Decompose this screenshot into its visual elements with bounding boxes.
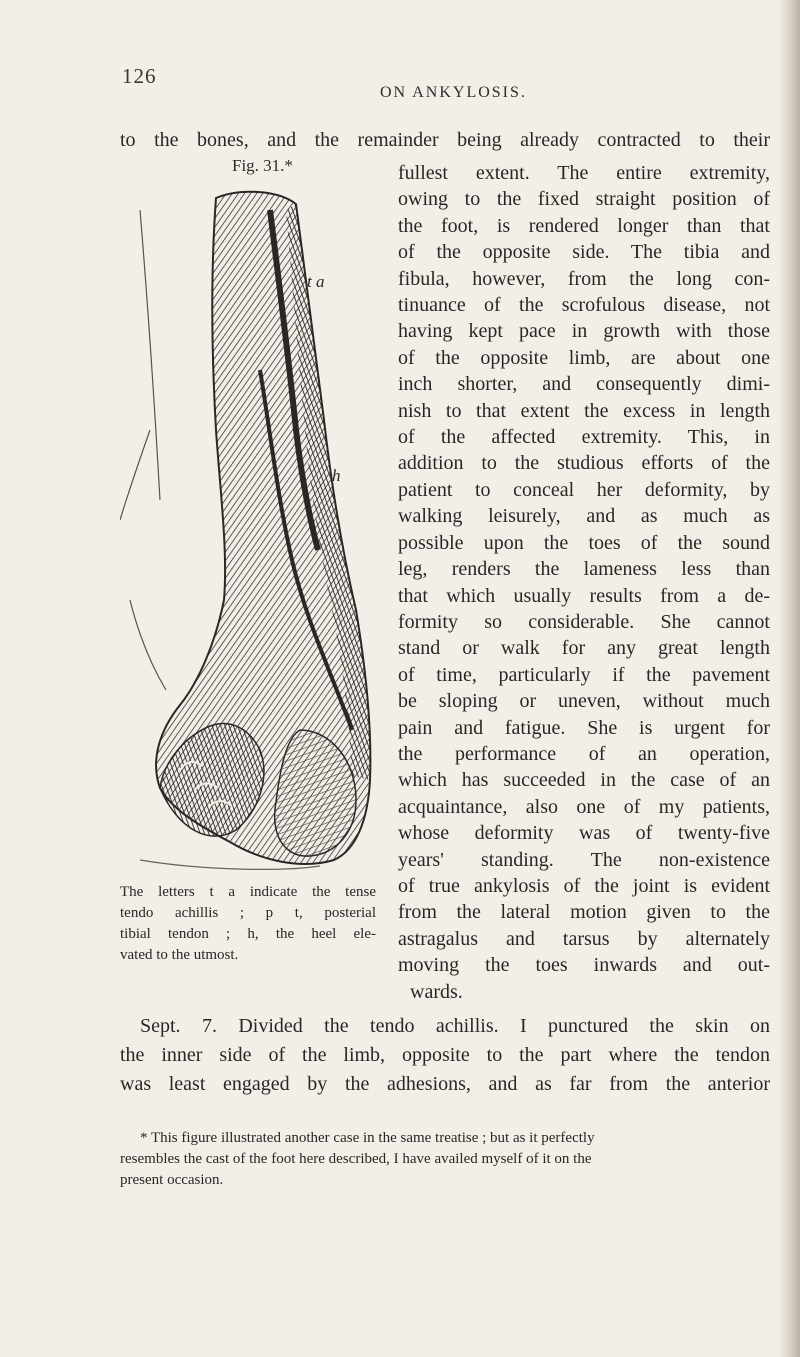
text-line: from the lateral motion given to the [398, 901, 770, 924]
text-line: possible upon the toes of the sound [398, 531, 770, 554]
text-line: owing to the fixed straight position of [398, 188, 770, 211]
text-line: of the opposite limb, are about one [398, 346, 770, 369]
figure-letter-ta: t a [307, 272, 325, 291]
figure-letter-h: h [332, 466, 341, 485]
text-line: of true ankylosis of the joint is evident [398, 874, 770, 897]
text-line: the performance of an operation, [398, 742, 770, 765]
footnote [120, 1128, 770, 1191]
text-line: walking leisurely, and as much as [398, 505, 770, 528]
text-line: nish to that extent the excess in length [398, 399, 770, 422]
caption-line: vated to the utmost. [120, 947, 239, 963]
page-number: 126 [122, 64, 157, 88]
text-line: be sloping or uneven, without much [398, 690, 770, 713]
foot-engraving [120, 170, 390, 878]
text-line: that which usually results from a de- [398, 584, 770, 607]
text-line: wards. [410, 980, 463, 1003]
text-line: patient to conceal her deformity, by [398, 478, 770, 501]
text-line: leg, renders the lameness less than [398, 558, 770, 581]
text-line: which has succeeded in the case of an [398, 769, 770, 792]
footnote-line: * This figure illustrated another case in the same treatise ; but as it perfectly [140, 1130, 595, 1146]
body-line: the inner side of the limb, opposite to the part where the tendon [120, 1044, 770, 1066]
text-line: stand or walk for any great length [398, 637, 770, 660]
text-line: acquaintance, also one of my patients, [398, 795, 770, 818]
caption-line: The letters t a indicate the tense [120, 884, 376, 900]
footnote-line: resembles the cast of the foot here described, I have availed myself of it on the [120, 1151, 592, 1167]
text-line: moving the toes inwards and out- [398, 954, 770, 977]
intro-line: to the bones, and the remainder being already contracted to their [120, 129, 770, 151]
text-line: having kept pace in growth with those [398, 320, 770, 343]
text-line: tinuance of the scrofulous disease, not [398, 294, 770, 317]
figure-label: Fig. 31.* [232, 156, 293, 175]
caption-line: tibial tendon ; h, the heel ele- [120, 926, 376, 942]
text-line: astragalus and tarsus by alternately [398, 927, 770, 950]
text-line: of the opposite side. The tibia and [398, 241, 770, 264]
text-line: pain and fatigue. She is urgent for [398, 716, 770, 739]
running-head: ON ANKYLOSIS. [380, 84, 527, 101]
text-line: whose deformity was of twenty-five [398, 822, 770, 845]
caption-line: tendo achillis ; p t, posterial [120, 905, 376, 921]
foot-engraving-figure [120, 170, 390, 878]
body-line: was least engaged by the adhesions, and as far from the anterior [120, 1073, 770, 1095]
text-line: formity so considerable. She cannot [398, 610, 770, 633]
body-line: Sept. 7. Divided the tendo achillis. I punctured the skin on [140, 1015, 770, 1037]
text-line: years' standing. The non-existence [398, 848, 770, 871]
footnote-line: present occasion. [120, 1172, 224, 1188]
text-line: fibula, however, from the long con- [398, 267, 770, 290]
text-line: the foot, is rendered longer than that [398, 214, 770, 237]
right-column-text [398, 160, 770, 1005]
text-line: of the affected extremity. This, in [398, 426, 770, 449]
figure-caption [120, 882, 376, 966]
text-line: inch shorter, and consequently dimi- [398, 373, 770, 396]
text-line: of time, particularly if the pavement [398, 663, 770, 686]
text-line: fullest extent. The entire extremity, [398, 162, 770, 184]
page-edge-shadow [778, 0, 800, 1357]
text-line: addition to the studious efforts of the [398, 452, 770, 475]
